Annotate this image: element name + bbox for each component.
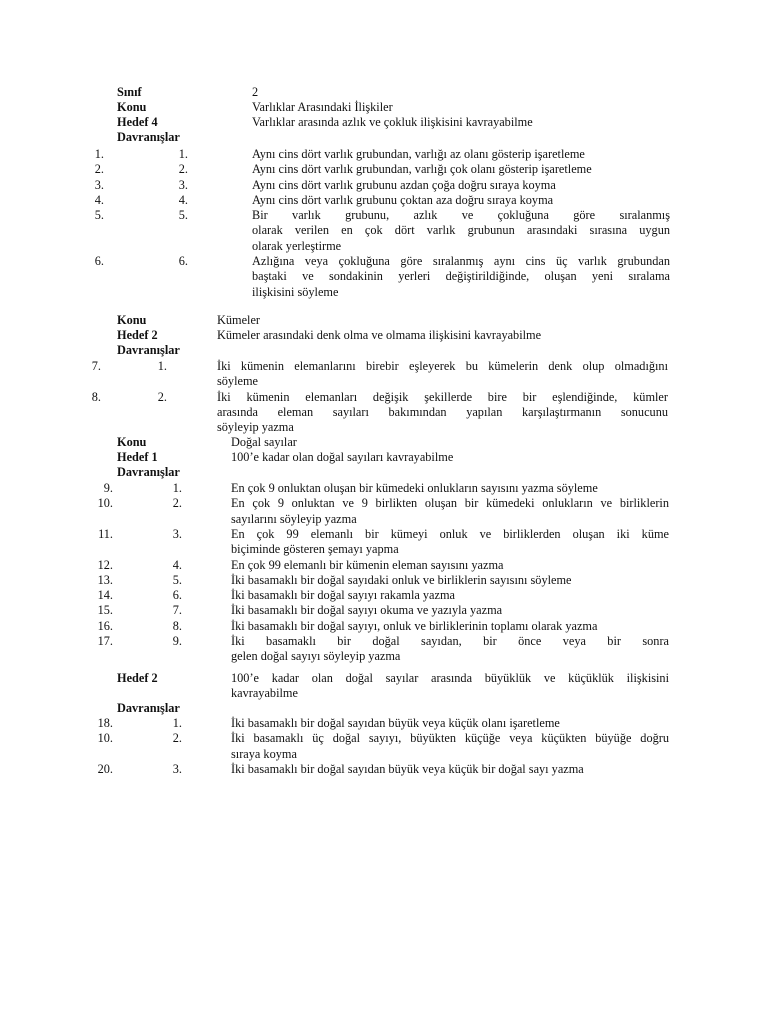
behavior-text-line: olarak verilen en çok dört varlık grubunun arasındaki sırasına uygun [252,223,670,238]
behavior-text-line: olarak yerleştirme [252,238,342,253]
behavior-local-number: 9. [172,634,182,648]
behavior-local-number: 5. [172,572,182,587]
behavior-text [231,762,669,777]
behavior-local-number: 6. [172,588,182,603]
behavior-text [231,481,669,496]
behavior-global-number: 15. [97,603,113,618]
behavior-text-line: İki kümenin elemanları değişik şekillerde bire bir eşlendiğinde, kümler [217,389,668,404]
konu-value: Doğal sayılar [231,435,297,449]
hedef-label: Hedef 4 [117,115,158,129]
behavior-global-number: 9. [103,481,113,495]
behavior-text-line: ilişkisini söyleme [252,284,339,299]
behavior-global-number: 11. [98,526,113,541]
hedef-value: Varlıklar arasında azlık ve çokluk ilişkisini kavrayabilme [252,115,533,129]
behavior-local-number: 3. [178,177,188,192]
davranislar-label: Davranışlar [117,701,180,715]
behavior-text-line: Bir varlık grubunu, azlık ve çokluğuna göre sıralanmış [252,208,670,223]
behavior-global-number: 20. [97,761,113,776]
behavior-text-line: sıraya koyma [231,746,297,761]
davranislar-label: Davranışlar [117,130,180,144]
behavior-text-line: arasında eleman sayıları bakımından yapılan karşılaştırmanın sonucunu [217,404,668,419]
behavior-text-line: söyleme [217,374,258,389]
behavior-text-line: söyleyip yazma [217,420,294,435]
behavior-local-number: 8. [172,618,182,633]
behavior-global-number: 17. [97,634,113,648]
behavior-global-number: 14. [97,588,113,603]
behavior-text-line: gelen doğal sayıyı söyleyip yazma [231,649,401,664]
behavior-local-number: 2. [178,162,188,177]
davranislar-label: Davranışlar [117,343,180,357]
behavior-text [231,496,669,527]
behavior-local-number: 3. [172,526,182,541]
behavior-global-number: 16. [97,618,113,633]
behavior-local-number: 1. [172,481,182,495]
behavior-text [231,588,669,603]
behavior-text [231,619,669,634]
konu-value: Varlıklar Arasındaki İlişkiler [252,100,393,114]
behavior-text-line: İki basamaklı bir doğal sayıdaki onluk ve birliklerin sayısını söyleme [231,572,572,587]
behavior-local-number: 3. [172,761,182,776]
behavior-text-line: En çok 9 onluktan ve 9 birlikten oluşan bir kümedeki onlukların ve birliklerin [231,496,669,511]
behavior-global-number: 13. [97,572,113,587]
behavior-text-line: İki basamaklı bir doğal sayıyı rakamla yazma [231,588,455,603]
behavior-local-number: 2. [157,389,167,404]
hedef-line: kavrayabilme [231,686,298,701]
behavior-text-line: Aynı cins dört varlık grubunu azdan çoğa doğru sıraya koyma [252,177,556,192]
behavior-local-number: 6. [178,254,188,269]
behavior-text-line: İki basamaklı bir doğal sayıdan büyük veya küçük olanı işaretleme [231,716,560,730]
behavior-text [231,573,669,588]
behavior-local-number: 7. [172,603,182,618]
behavior-global-number: 10. [97,731,113,746]
behavior-text-line: İki basamaklı bir doğal sayıyı, onluk ve birliklerinin toplamı olarak yazma [231,618,598,633]
behavior-text-line: Aynı cins dört varlık grubunu çoktan aza doğru sıraya koyma [252,192,554,207]
behavior-text [252,178,670,193]
hedef-value: Kümeler arasındaki denk olma ve olmama ilişkisini kavrayabilme [217,328,542,342]
behavior-text-line: Aynı cins dört varlık grubundan, varlığı çok olanı gösterip işaretleme [252,162,592,177]
behavior-local-number: 2. [172,731,182,746]
hedef-label: Hedef 1 [117,450,158,464]
behavior-global-number: 8. [91,389,101,404]
konu-value: Kümeler [217,313,261,327]
behavior-global-number: 10. [97,496,113,511]
hedef-label: Hedef 2 [117,671,158,685]
behavior-text [231,731,669,762]
behavior-text [252,208,670,254]
behavior-text [252,254,670,300]
behavior-global-number: 5. [94,208,104,223]
behavior-text [252,147,670,162]
behavior-local-number: 1. [157,359,167,373]
behavior-text [252,193,670,208]
behavior-text-line: İki basamaklı bir doğal sayıdan büyük veya küçük bir doğal sayı yazma [231,761,584,776]
behavior-global-number: 3. [94,177,104,192]
behavior-global-number: 6. [94,254,104,269]
behavior-text [231,603,669,618]
behavior-local-number: 2. [172,496,182,511]
behavior-text [217,359,668,390]
behavior-global-number: 18. [97,716,113,730]
behavior-global-number: 1. [94,147,104,161]
behavior-text-line: baştaki ve sondakinin yerleri değiştirildiğinde, oluşan yeni sıralama [252,269,670,284]
behavior-global-number: 12. [97,557,113,572]
behavior-text-line: biçiminde gösteren şemayı yapma [231,542,399,557]
hedef-line: 100’e kadar olan doğal sayılar arasında büyüklük ve küçüklük ilişkisini [231,671,669,685]
behavior-text [252,162,670,177]
behavior-text-line: En çok 9 onluktan oluşan bir kümedeki onlukların sayısını yazma söyleme [231,481,598,495]
hedef-value: 100’e kadar olan doğal sayıları kavrayabilme [231,450,454,464]
konu-label: Konu [117,435,147,449]
behavior-text [231,558,669,573]
behavior-global-number: 4. [94,192,104,207]
davranislar-label: Davranışlar [117,465,180,479]
sinif-value: 2 [252,85,259,99]
behavior-local-number: 5. [178,208,188,223]
behavior-local-number: 1. [178,147,188,161]
behavior-text-line: İki basamaklı bir doğal sayıyı okuma ve yazıyla yazma [231,603,503,618]
behavior-text-line: İki kümenin elemanlarını birebir eşleyerek bu kümelerin denk olup olmadığını [217,359,668,373]
behavior-global-number: 7. [91,359,101,373]
behavior-text [217,390,668,436]
behavior-text-line: Aynı cins dört varlık grubundan, varlığı az olanı gösterip işaretleme [252,147,585,161]
konu-label: Konu [117,100,147,114]
sinif-label: Sınıf [117,85,142,99]
behavior-text-line: En çok 99 elemanlı bir kümenin eleman sayısını yazma [231,557,504,572]
behavior-text [231,716,669,731]
behavior-local-number: 4. [172,557,182,572]
behavior-global-number: 2. [94,162,104,177]
konu-label: Konu [117,313,147,327]
behavior-text-line: sayılarını söyleyip yazma [231,511,357,526]
behavior-text-line: İki basamaklı üç doğal sayıyı, büyükten küçüğe veya küçükten büyüğe doğru [231,731,669,746]
hedef-label: Hedef 2 [117,328,158,342]
behavior-local-number: 1. [172,716,182,730]
behavior-local-number: 4. [178,192,188,207]
behavior-text [231,527,669,558]
behavior-text [231,634,669,665]
hedef-value [231,671,669,702]
behavior-text-line: Azlığına veya çokluğuna göre sıralanmış aynı cins üç varlık grubundan [252,254,670,269]
behavior-text-line: İki basamaklı bir doğal sayıdan, bir önce veya bir sonra [231,634,669,648]
behavior-text-line: En çok 99 elemanlı bir kümeyi onluk ve birliklerden oluşan iki küme [231,526,669,541]
